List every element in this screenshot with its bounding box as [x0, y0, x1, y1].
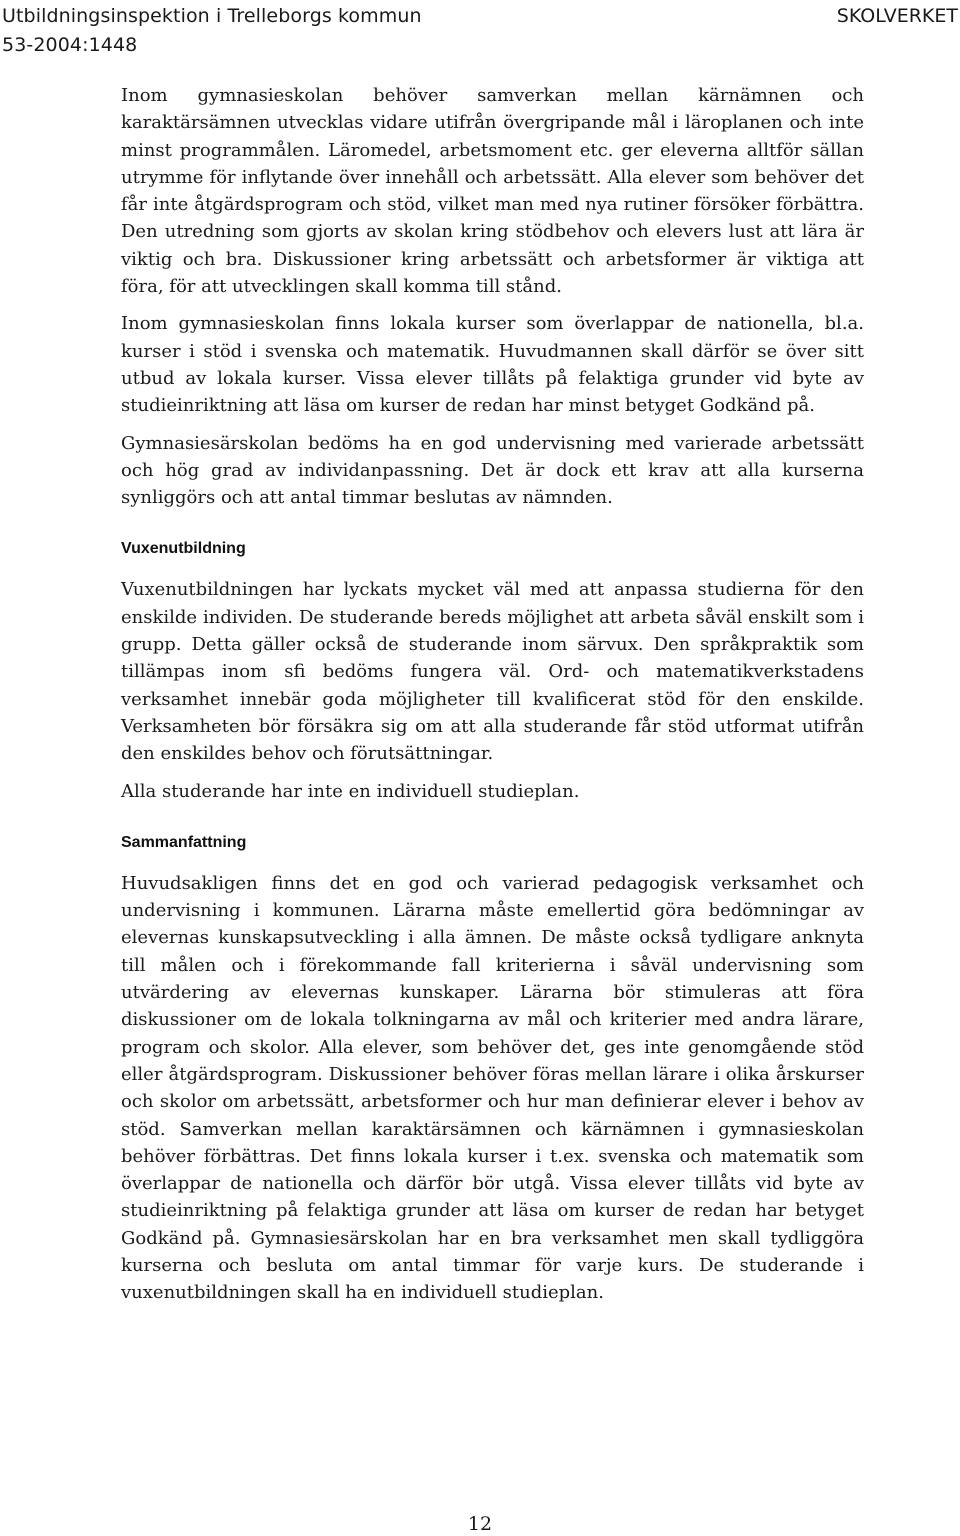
section-heading-sammanfattning: Sammanfattning [121, 833, 247, 851]
body-paragraph: Inom gymnasieskolan finns lokala kurser som överlappar de nationella, bl.a. kurser i stöd i svenska och matematik. Huvudmannen skall därför se över sitt utbud av lokala kurser. Vissa elever tillåts på felaktiga grunder vid byte av studieinriktning att läsa om kurser de redan har minst betyget Godkänd på. [121, 313, 864, 417]
body-paragraph: Vuxenutbildningen har lyckats mycket väl med att anpassa studierna för den enskilde individen. De studerande bereds möjlighet att arbeta såväl enskilt som i grupp. Detta gäller också de studerande inom särvux. Den språkpraktik som tillämpas inom sfi bedöms fungera väl. Ord- och matematikverkstadens verksamhet innebär goda möjligheter till kvalificerat stöd för den enskilde. Verksamheten bör försäkra sig om att alla studerande får stöd utformat utifrån den enskildes behov och förutsättningar. [121, 579, 864, 765]
page-number: 12 [467, 1513, 493, 1535]
header-reference: 53-2004:1448 [2, 34, 138, 56]
header-title: Utbildningsinspektion i Trelleborgs kommun [2, 5, 422, 27]
document-body [121, 82, 864, 1317]
section-heading-vuxenutbildning: Vuxenutbildning [121, 540, 246, 558]
header-organization: SKOLVERKET [836, 5, 958, 27]
document-header [2, 2, 422, 60]
body-paragraph: Huvudsakligen finns det en god och varierad pedagogisk verksamhet och undervisning i kommunen. Lärarna måste emellertid göra bedömningar av elevernas kunskapsutveckling i alla ämnen. De måste också tydligare anknyta till målen och i förekommande fall kriterierna i såväl undervisning som utvärdering av elevernas kunskaper. Lärarna bör stimuleras att föra diskussioner om de lokala tolkningarna av mål och kriterier med andra lärare, program och skolor. Alla elever, som behöver det, ges inte genomgående stöd eller åtgärdsprogram. Diskussioner behöver föras mellan lärare i olika årskurser och skolor om arbetssätt, arbetsformer och hur man definierar elever i behov av stöd. Samverkan mellan karaktärsämnen och kärnämnen i gymnasieskolan behöver förbättras. Det finns lokala kurser i t.ex. svenska och matematik som överlappar de nationella och därför bör utgå. Vissa elever tillåts vid byte av studieinriktning på felaktiga grunder att läsa om kurser de redan har betyget Godkänd på. Gymnasiesärskolan har en bra verksamhet men skall tydliggöra kurserna och besluta om antal timmar för varje kurs. De studerande i vuxenutbildningen skall ha en individuell studieplan. [121, 872, 864, 1304]
body-paragraph: Gymnasiesärskolan bedöms ha en god undervisning med varierade arbetssätt och hög grad av individanpassning. Det är dock ett krav att alla kurserna synliggörs och att antal timmar beslutas av nämnden. [121, 432, 864, 509]
body-paragraph: Inom gymnasieskolan behöver samverkan mellan kärnämnen och karaktärsämnen utvecklas vidare utifrån övergripande mål i läroplanen och inte minst programmålen. Läromedel, arbetsmoment etc. ger eleverna alltför sällan utrymme för inflytande över innehåll och arbetssätt. Alla elever som behöver det får inte åtgärdsprogram och stöd, vilket man med nya rutiner försöker förbättra. Den utredning som gjorts av skolan kring stödbehov och elevers lust att lära är viktig och bra. Diskussioner kring arbetssätt och arbetsformer är viktiga att föra, för att utvecklingen skall komma till stånd. [121, 85, 864, 298]
body-paragraph: Alla studerande har inte en individuell studieplan. [121, 780, 580, 802]
